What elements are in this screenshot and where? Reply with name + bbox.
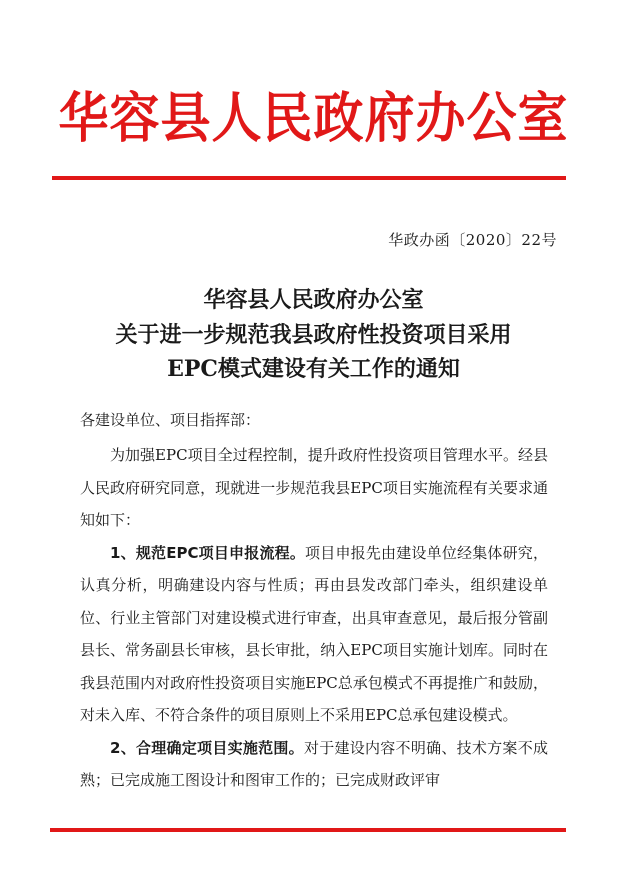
document-number: 华政办函〔2020〕22号 [388,231,557,249]
red-divider-bottom [50,828,566,832]
paragraph-intro: 为加强EPC项目全过程控制，提升政府性投资项目管理水平。经县人民政府研究同意，现就进一步规范我县EPC项目实施流程有关要求通知如下： [80,446,548,529]
title-line-3: EPC模式建设有关工作的通知 [167,356,460,382]
title-line-2: 关于进一步规范我县政府性投资项目采用 [115,322,512,348]
document-body [80,439,548,797]
salutation: 各建设单位、项目指挥部： [80,411,261,429]
title-line-1: 华容县人民政府办公室 [203,287,424,313]
item-1-heading: 1、规范EPC项目申报流程。 [110,543,306,562]
paragraph-item-2 [80,732,548,797]
item-2-heading: 2、合理确定项目实施范围。 [110,738,304,757]
item-1-body: 项目申报先由建设单位经集体研究，认真分析，明确建设内容与性质；再由县发改部门牵头，组织建设单位、行业主管部门对建设模式进行审查，出具审查意见，最后报分管副县长、常务副县长审核，县长审批，纳入EPC项目实施计划库。同时在我县范围内对政府性投资项目实施EPC总承包模式不再提推广和鼓励，对未入库、不符合条件的项目原则上不采用EPC总承包建设模式。 [80,543,548,724]
paragraph-item-1 [80,537,548,732]
item-2-body: 对于建设内容不明确、技术方案不成熟；已完成施工图设计和图审工作的；已完成财政评审 [80,738,548,789]
masthead-office-name: 华容县人民政府办公室 [58,85,569,150]
red-divider-top [52,176,566,180]
